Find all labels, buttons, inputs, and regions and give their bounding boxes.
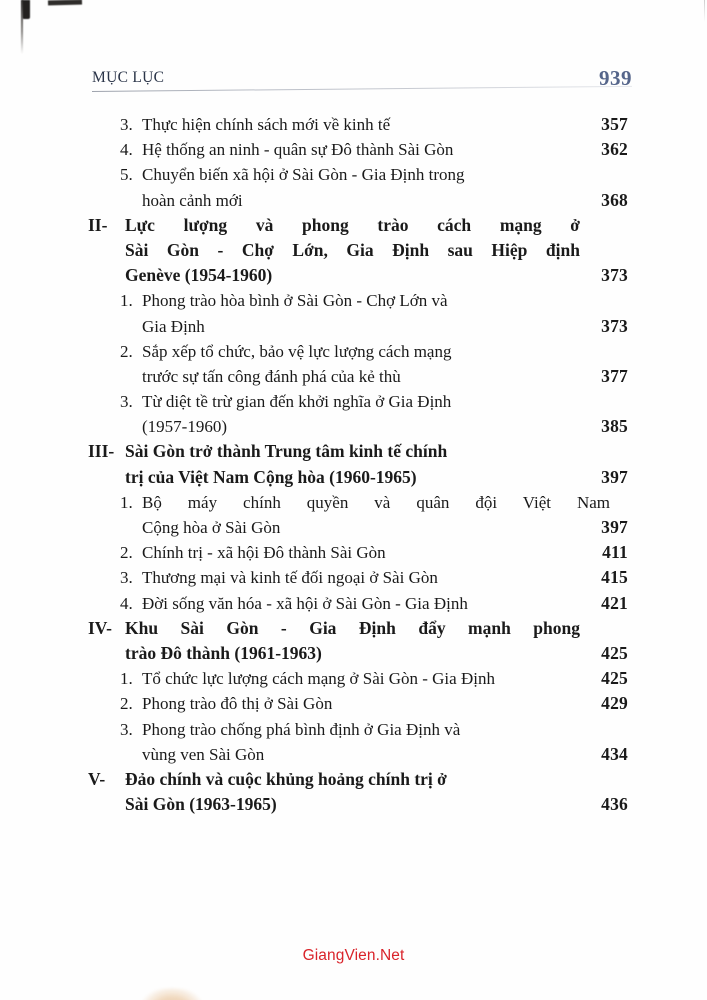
scan-artifact-finger <box>141 988 203 1000</box>
toc-entry-line <box>88 112 628 137</box>
toc-entry-marker: 3. <box>120 568 133 588</box>
toc-entry-text: Thực hiện chính sách mới về kinh tế <box>142 115 391 134</box>
toc-entry-line <box>88 540 628 565</box>
toc-entry-marker: 2. <box>120 694 133 714</box>
toc-entry-line <box>88 188 628 213</box>
toc-entry-text: trước sự tấn công đánh phá của kẻ thù <box>142 366 401 386</box>
toc-entry-line <box>88 792 628 817</box>
toc-entry-page-number: 357 <box>601 114 628 134</box>
toc-entry-text: Sài Gòn - Chợ Lớn, Gia Định sau Hiệp định <box>125 239 580 260</box>
toc-subentry[interactable] <box>88 162 628 212</box>
toc-entry-line <box>88 238 628 263</box>
toc-entry-page-number: 421 <box>601 592 628 613</box>
toc-entry-marker: V- <box>88 768 106 789</box>
toc-entry-line <box>88 565 628 590</box>
toc-entry-text: Chính trị - xã hội Đô thành Sài Gòn <box>142 543 386 563</box>
toc-entry-line <box>88 465 628 490</box>
toc-entry-line <box>88 162 628 187</box>
scan-artifact-page-edge <box>21 0 23 54</box>
toc-entry-text: Phong trào chống phá bình định ở Gia Định và <box>142 719 461 739</box>
toc-entry-marker: 1. <box>120 291 133 311</box>
toc-entry-page-number: 362 <box>601 139 628 160</box>
toc-entry-page-number: 415 <box>601 567 628 588</box>
scan-artifact-dark-tab <box>22 0 30 19</box>
toc-entry-page-number: 434 <box>601 743 628 764</box>
toc-entry-marker: 3. <box>120 392 133 412</box>
toc-entry-text: Thương mại và kinh tế đối ngoại ở Sài Gòn <box>142 568 438 588</box>
running-head <box>92 66 632 93</box>
toc-entry-text: Bộ máy chính quyền và quân đội Việt Nam <box>142 492 610 512</box>
toc-entry-line <box>88 314 628 339</box>
toc-subentry[interactable] <box>88 490 628 540</box>
toc-entry-text: hoàn cảnh mới <box>142 190 243 210</box>
toc-entry-line <box>88 666 628 691</box>
toc-subentry[interactable] <box>88 565 628 590</box>
toc-entry-text: (1957-1960) <box>142 417 227 437</box>
toc-entry-marker: 4. <box>120 140 133 160</box>
table-of-contents <box>88 112 628 817</box>
toc-subentry[interactable] <box>88 540 628 565</box>
toc-entry-line <box>88 717 628 742</box>
scan-artifact-dark-bar <box>48 0 82 5</box>
toc-subentry[interactable] <box>88 717 628 767</box>
toc-entry-marker: 1. <box>120 669 133 689</box>
toc-entry-text: Sài Gòn trở thành Trung tâm kinh tế chính <box>125 441 448 462</box>
page-title: MỤC LỤC <box>92 69 165 86</box>
toc-entry-page-number: 377 <box>601 365 628 386</box>
toc-section-entry[interactable] <box>88 439 628 489</box>
toc-entry-text: Lực lượng và phong trào cách mạng ở <box>125 214 580 235</box>
toc-entry-text: Sài Gòn (1963-1965) <box>125 794 277 815</box>
toc-entry-page-number: 397 <box>601 517 628 537</box>
toc-entry-line <box>88 414 628 439</box>
toc-subentry[interactable] <box>88 137 628 162</box>
toc-section-entry[interactable] <box>88 767 628 817</box>
toc-entry-marker: II- <box>88 214 108 235</box>
toc-entry-line <box>88 439 628 464</box>
toc-entry-text: Phong trào hòa bình ở Sài Gòn - Chợ Lớn và <box>142 291 448 311</box>
running-head-rule <box>92 86 632 92</box>
toc-subentry[interactable] <box>88 389 628 439</box>
toc-entry-page-number: 373 <box>601 265 628 286</box>
toc-entry-text: Genève (1954-1960) <box>125 265 273 286</box>
toc-entry-line <box>88 389 628 414</box>
toc-subentry[interactable] <box>88 288 628 338</box>
toc-section-entry[interactable] <box>88 213 628 289</box>
toc-entry-line <box>88 490 628 515</box>
toc-subentry[interactable] <box>88 666 628 691</box>
toc-entry-text: vùng ven Sài Gòn <box>142 744 265 764</box>
toc-entry-text: trị của Việt Nam Cộng hòa (1960-1965) <box>125 466 417 487</box>
toc-entry-page-number: 429 <box>601 693 628 714</box>
toc-entry-text: Gia Định <box>142 316 205 336</box>
toc-subentry[interactable] <box>88 591 628 616</box>
toc-entry-text: Khu Sài Gòn - Gia Định đẩy mạnh phong <box>125 617 580 638</box>
toc-entry-page-number: 397 <box>601 466 628 487</box>
toc-entry-marker: 3. <box>120 719 133 739</box>
toc-entry-line <box>88 137 628 162</box>
toc-entry-text: Tổ chức lực lượng cách mạng ở Sài Gòn - Gia Định <box>142 669 495 689</box>
toc-entry-line <box>88 339 628 364</box>
toc-entry-line <box>88 591 628 616</box>
toc-entry-marker: 1. <box>120 492 133 512</box>
toc-entry-page-number: 411 <box>602 542 628 563</box>
toc-entry-page-number: 425 <box>601 668 628 689</box>
toc-entry-marker: III- <box>88 441 115 462</box>
toc-entry-text: Từ diệt tề trừ gian đến khởi nghĩa ở Gia Định <box>142 392 452 412</box>
toc-entry-line <box>88 767 628 792</box>
toc-section-entry[interactable] <box>88 616 628 666</box>
toc-entry-marker: 2. <box>120 543 133 563</box>
toc-subentry[interactable] <box>88 339 628 389</box>
toc-entry-line <box>88 691 628 716</box>
toc-entry-page-number: 436 <box>601 794 628 815</box>
toc-entry-text: Sắp xếp tổ chức, bảo vệ lực lượng cách mạng <box>142 341 452 361</box>
toc-entry-text: Phong trào đô thị ở Sài Gòn <box>142 694 333 714</box>
toc-entry-marker: 2. <box>120 341 133 361</box>
toc-entry-text: Chuyển biến xã hội ở Sài Gòn - Gia Định trong <box>142 165 465 185</box>
toc-entry-line <box>88 515 628 540</box>
toc-entry-line <box>88 263 628 288</box>
toc-entry-marker: 3. <box>120 115 133 134</box>
toc-entry-marker: IV- <box>88 617 112 638</box>
toc-entry-line <box>88 641 628 666</box>
toc-entry-text: Hệ thống an ninh - quân sự Đô thành Sài Gòn <box>142 140 454 160</box>
toc-entry-line <box>88 364 628 389</box>
toc-entry-marker: 5. <box>120 165 133 185</box>
toc-entry-text: Đảo chính và cuộc khủng hoảng chính trị ở <box>125 768 447 789</box>
toc-entry-line <box>88 616 628 641</box>
toc-entry-page-number: 368 <box>601 189 628 210</box>
scan-artifact-right-edge <box>704 0 705 22</box>
toc-subentry[interactable] <box>88 691 628 716</box>
toc-entry-text: Cộng hòa ở Sài Gòn <box>142 518 281 537</box>
toc-entry-line <box>88 742 628 767</box>
toc-entry-line <box>88 213 628 238</box>
toc-entry-page-number: 425 <box>601 642 628 663</box>
toc-entry-marker: 4. <box>120 593 133 613</box>
running-head-page-number: 939 <box>599 66 632 90</box>
toc-entry-page-number: 373 <box>601 315 628 336</box>
toc-entry-text: Đời sống văn hóa - xã hội ở Sài Gòn - Gia Định <box>142 593 468 613</box>
toc-entry-page-number: 385 <box>601 416 628 437</box>
watermark: GiangVien.Net <box>302 947 405 964</box>
toc-subentry[interactable] <box>88 112 628 137</box>
toc-entry-line <box>88 288 628 313</box>
toc-entry-text: trào Đô thành (1961-1963) <box>125 642 322 663</box>
